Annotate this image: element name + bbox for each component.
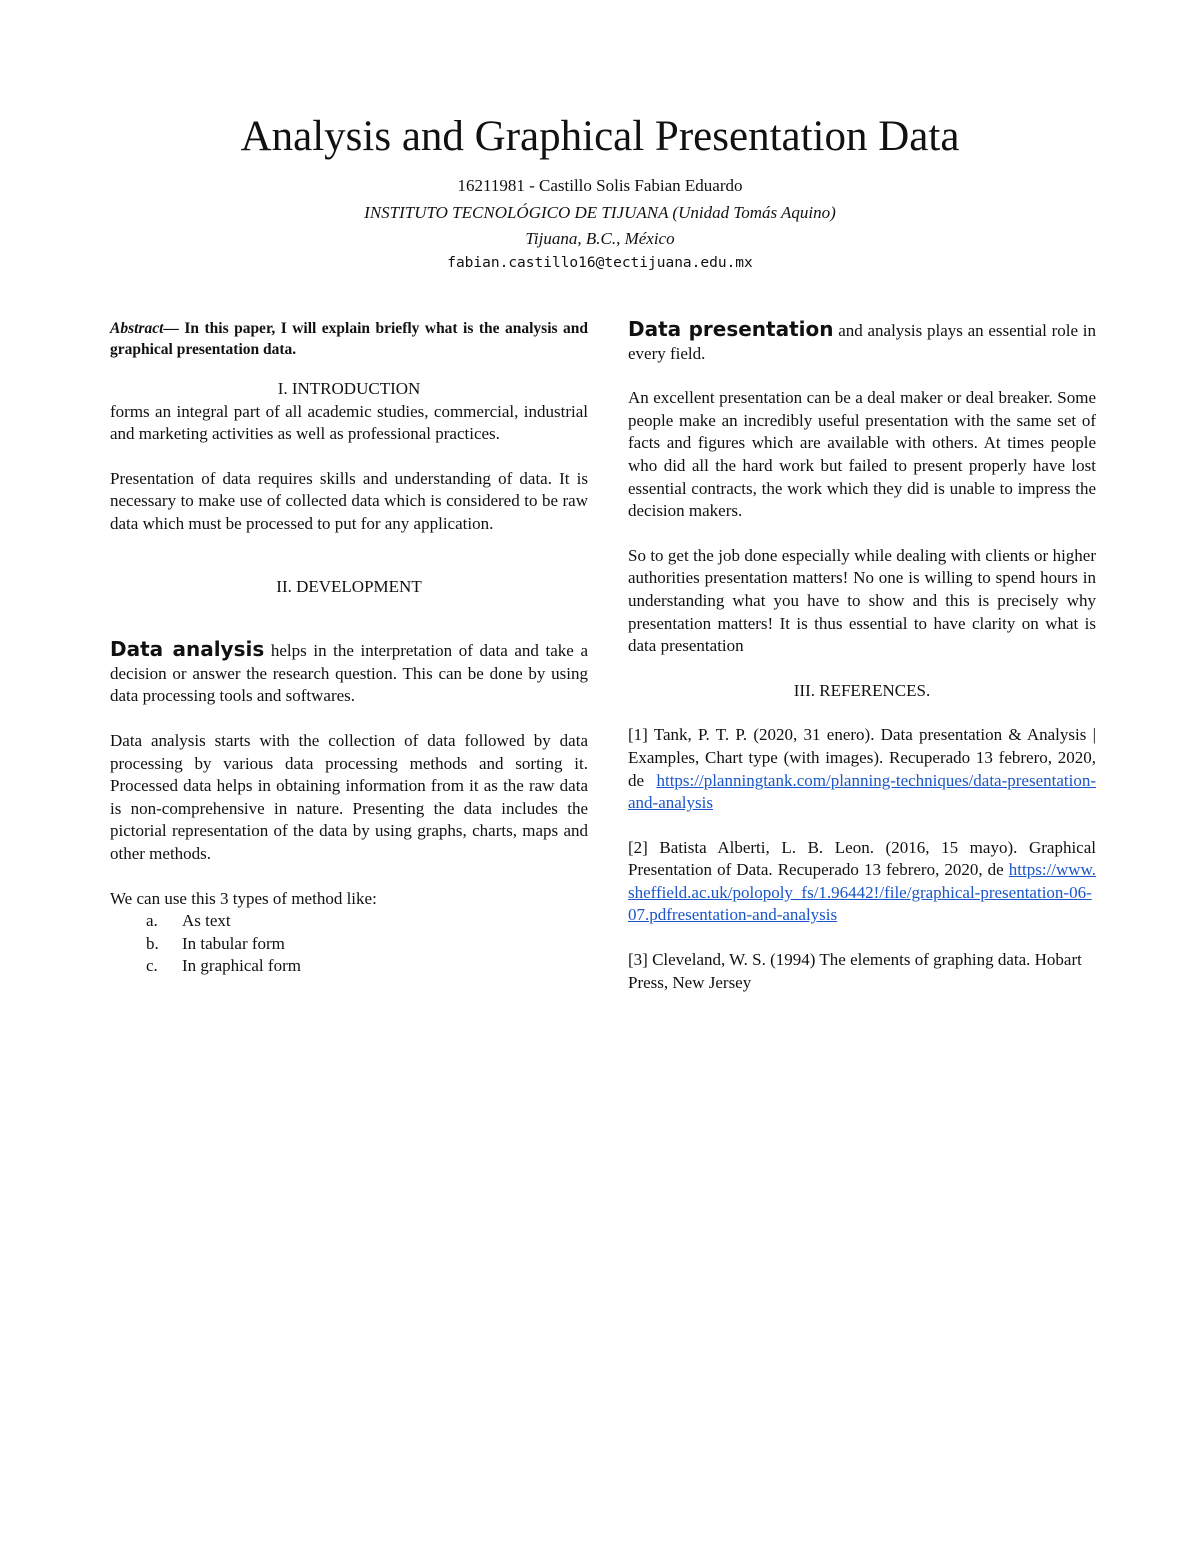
- abstract-lead: Abstract—: [110, 320, 179, 337]
- right-column: [628, 318, 1096, 994]
- list-marker: b.: [146, 933, 159, 953]
- author-email: fabian.castillo16@tectijuana.edu.mx: [447, 255, 753, 271]
- presentation-paragraph-2: An excellent presentation can be a deal maker or deal breaker. Some people make an incredibly useful presentation with the same set of facts and figures which are available with others. At times people who did all the hard work but failed to present properly have lost essential contracts, the work which they did is unable to impress the decision makers.: [628, 388, 1096, 521]
- methods-list: [110, 910, 588, 978]
- list-item: [146, 933, 588, 956]
- reference-1-text: [1] Tank, P. T. P. (2020, 31 enero). Data presentation & Analysis | Examples, Chart type (with images). Recuperado 13 febrero, 2020, de: [628, 725, 1096, 790]
- data-analysis-text: helps in the interpretation of data and take a decision or answer the research question. This can be done by using data processing tools and softwares.: [110, 641, 588, 706]
- author-name: 16211981 - Castillo Solis Fabian Eduardo: [457, 176, 743, 195]
- list-item: [146, 955, 588, 978]
- development-paragraph-1: [110, 638, 588, 708]
- reference-1-link[interactable]: https://planningtank.com/planning-techniques/data-presentation-and-analysis: [628, 770, 1096, 813]
- list-item: [146, 910, 588, 933]
- paper-title: Analysis and Graphical Presentation Data: [240, 113, 960, 160]
- reference-2: [628, 837, 1096, 927]
- reference-2-link[interactable]: https://www.sheffield.ac.uk/polopoly_fs/1.96442!/file/graphical-presentation-06-07.pdfresentation-and-analysis: [628, 860, 1096, 925]
- introduction-paragraph-2: Presentation of data requires skills and understanding of data. It is necessary to make use of collected data which is considered to be raw data which must be processed to put for any application.: [110, 468, 588, 533]
- list-marker: c.: [146, 956, 158, 976]
- list-marker: a.: [146, 911, 158, 931]
- presentation-paragraph-1: [628, 318, 1096, 365]
- introduction-heading: I. INTRODUCTION: [277, 379, 421, 398]
- abstract: [110, 318, 588, 360]
- presentation-paragraph-3: So to get the job done especially while dealing with clients or higher authorities presentation matters! No one is willing to spend hours in understanding what you have to show and this is precisely why presentation matters! It is thus essential to have clarity on what is data presentation: [628, 545, 1096, 656]
- data-analysis-term: Data analysis: [110, 637, 265, 662]
- author-institution: INSTITUTO TECNOLÓGICO DE TIJUANA (Unidad Tomás Aquino): [364, 203, 836, 222]
- data-presentation-term: Data presentation: [628, 317, 834, 341]
- list-text: In tabular form: [182, 933, 285, 953]
- left-column: [110, 318, 588, 978]
- reference-3: [3] Cleveland, W. S. (1994) The elements of graphing data. Hobart Press, New Jersey: [628, 950, 1082, 992]
- development-heading: II. DEVELOPMENT: [276, 576, 422, 596]
- reference-1: [628, 724, 1096, 814]
- abstract-text: In this paper, I will explain briefly what is the analysis and graphical presentation data.: [110, 320, 588, 358]
- list-text: In graphical form: [182, 956, 301, 976]
- development-paragraph-2: Data analysis starts with the collection of data followed by data processing by various data processing methods and sorting it. Processed data helps in obtaining information from it as the raw data is non-comprehensive in nature. Presenting the data includes the pictorial representation of the data by using graphs, charts, maps and other methods.: [110, 730, 588, 863]
- reference-2-text: [2] Batista Alberti, L. B. Leon. (2016, 15 mayo). Graphical Presentation of Data. Recuperado 13 febrero, 2020, de: [628, 837, 1096, 880]
- introduction-paragraph-1: forms an integral part of all academic studies, commercial, industrial and marketing activities as well as professional practices.: [110, 401, 588, 444]
- references-heading: III. REFERENCES.: [793, 680, 931, 700]
- author-location: Tijuana, B.C., México: [525, 229, 675, 248]
- data-presentation-text: and analysis plays an essential role in every field.: [628, 321, 1096, 363]
- list-text: As text: [182, 911, 231, 931]
- methods-intro: We can use this 3 types of method like:: [110, 888, 377, 908]
